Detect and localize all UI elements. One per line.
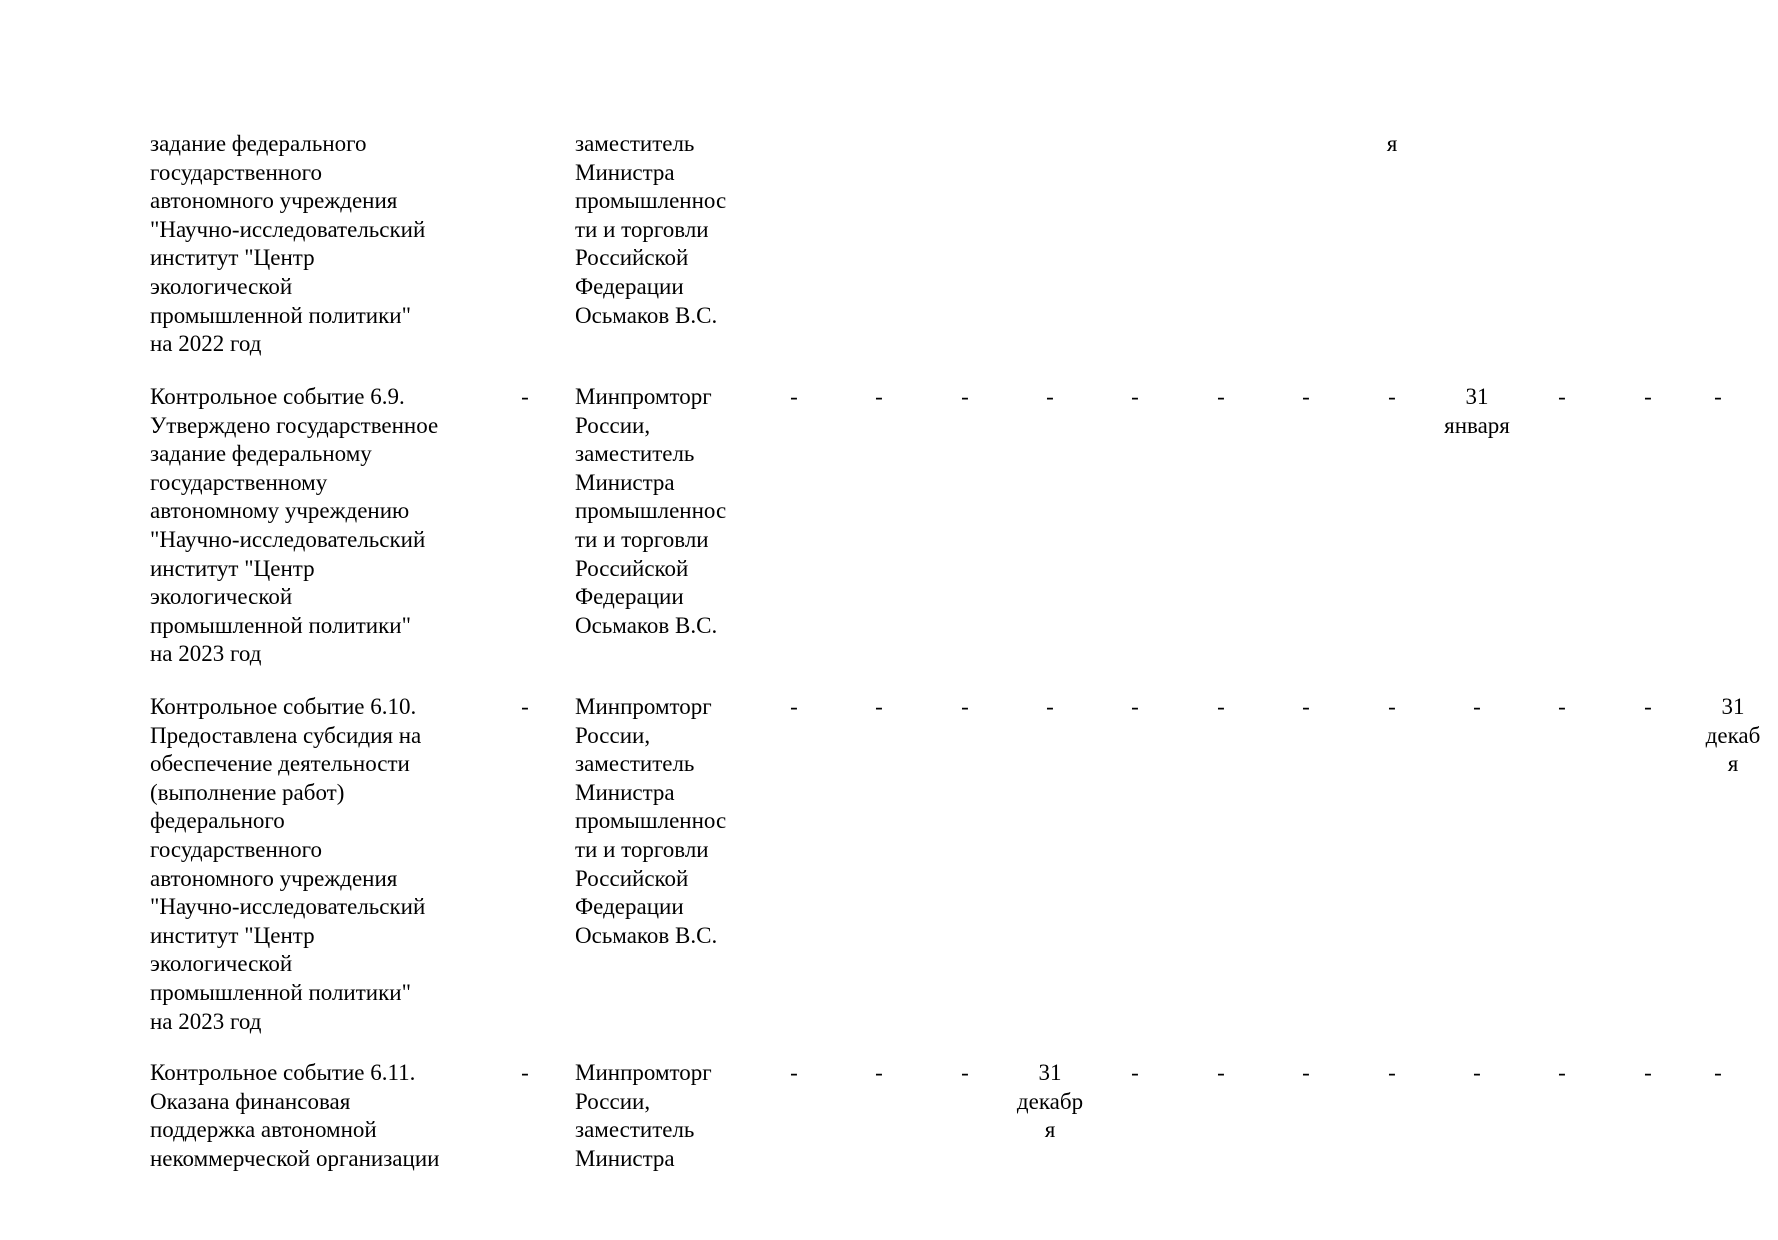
row-1-month-9: - bbox=[1558, 384, 1566, 409]
row-1-month-11: - bbox=[1714, 384, 1722, 409]
row-2-month-2: - bbox=[961, 694, 969, 719]
row-2-month-4: - bbox=[1131, 694, 1139, 719]
row-1-month-2: - bbox=[961, 384, 969, 409]
row-0-responsible: заместитель Министра промышленнос ти и торговли Российской Федерации Осьмаков В.С. bbox=[575, 131, 727, 328]
row-1-month-0: - bbox=[790, 384, 798, 409]
row-3-month-0: - bbox=[790, 1060, 798, 1085]
row-2-month-6: - bbox=[1302, 694, 1310, 719]
row-0-description: задание федерального государственного автономного учреждения "Научно-исследовательский институт "Центр экологической промышленной политики" на 2022 год bbox=[150, 131, 426, 357]
row-3-month-5: - bbox=[1217, 1060, 1225, 1085]
row-3-month-10: - bbox=[1644, 1060, 1652, 1085]
row-1-month-8: 31 января bbox=[1444, 384, 1510, 438]
row-3-month-7: - bbox=[1388, 1060, 1396, 1085]
row-2-month-0: - bbox=[790, 694, 798, 719]
row-2-description: Контрольное событие 6.10. Предоставлена субсидия на обеспечение деятельности (выполнение работ) федерального государственного автономного учреждения "Научно-исследовательский институт "Центр экологической промышленной политики" на 2023 год bbox=[150, 694, 426, 1034]
row-2-month-10: - bbox=[1644, 694, 1652, 719]
row-2-month-3: - bbox=[1046, 694, 1054, 719]
row-1-month-6: - bbox=[1302, 384, 1310, 409]
row-2-month-8: - bbox=[1473, 694, 1481, 719]
row-2-month-7: - bbox=[1388, 694, 1396, 719]
row-3-dash: - bbox=[521, 1060, 529, 1085]
row-3-month-1: - bbox=[875, 1060, 883, 1085]
row-1-month-5: - bbox=[1217, 384, 1225, 409]
row-3-month-11: - bbox=[1714, 1060, 1722, 1085]
row-2-dash: - bbox=[521, 694, 529, 719]
row-3-month-6: - bbox=[1302, 1060, 1310, 1085]
row-3-month-8: - bbox=[1473, 1060, 1481, 1085]
row-3-description: Контрольное событие 6.11. Оказана финансовая поддержка автономной некоммерческой организации bbox=[150, 1060, 440, 1171]
row-3-month-3: 31 декабр я bbox=[1016, 1060, 1084, 1143]
row-2-month-1: - bbox=[875, 694, 883, 719]
row-2-month-5: - bbox=[1217, 694, 1225, 719]
row-3-responsible: Минпромторг России, заместитель Министра bbox=[575, 1060, 712, 1171]
row-1-month-1: - bbox=[875, 384, 883, 409]
row-1-description: Контрольное событие 6.9. Утверждено государственное задание федеральному государственному автономному учреждению "Научно-исследовательский институт "Центр экологической промышленной политики" на 2023 год bbox=[150, 384, 439, 667]
row-1-month-10: - bbox=[1644, 384, 1652, 409]
row-3-month-4: - bbox=[1131, 1060, 1139, 1085]
row-2-month-11: 31 декаб я bbox=[1705, 694, 1761, 777]
row-3-month-9: - bbox=[1558, 1060, 1566, 1085]
row-1-dash: - bbox=[521, 384, 529, 409]
row-1-month-7: - bbox=[1388, 384, 1396, 409]
row-0-month-8: я bbox=[1386, 131, 1398, 156]
row-1-responsible: Минпромторг России, заместитель Министра промышленнос ти и торговли Российской Федерации Осьмаков В.С. bbox=[575, 384, 727, 638]
row-1-month-3: - bbox=[1046, 384, 1054, 409]
row-2-month-9: - bbox=[1558, 694, 1566, 719]
row-2-responsible: Минпромторг России, заместитель Министра промышленнос ти и торговли Российской Федерации Осьмаков В.С. bbox=[575, 694, 727, 948]
row-3-month-2: - bbox=[961, 1060, 969, 1085]
row-1-month-4: - bbox=[1131, 384, 1139, 409]
